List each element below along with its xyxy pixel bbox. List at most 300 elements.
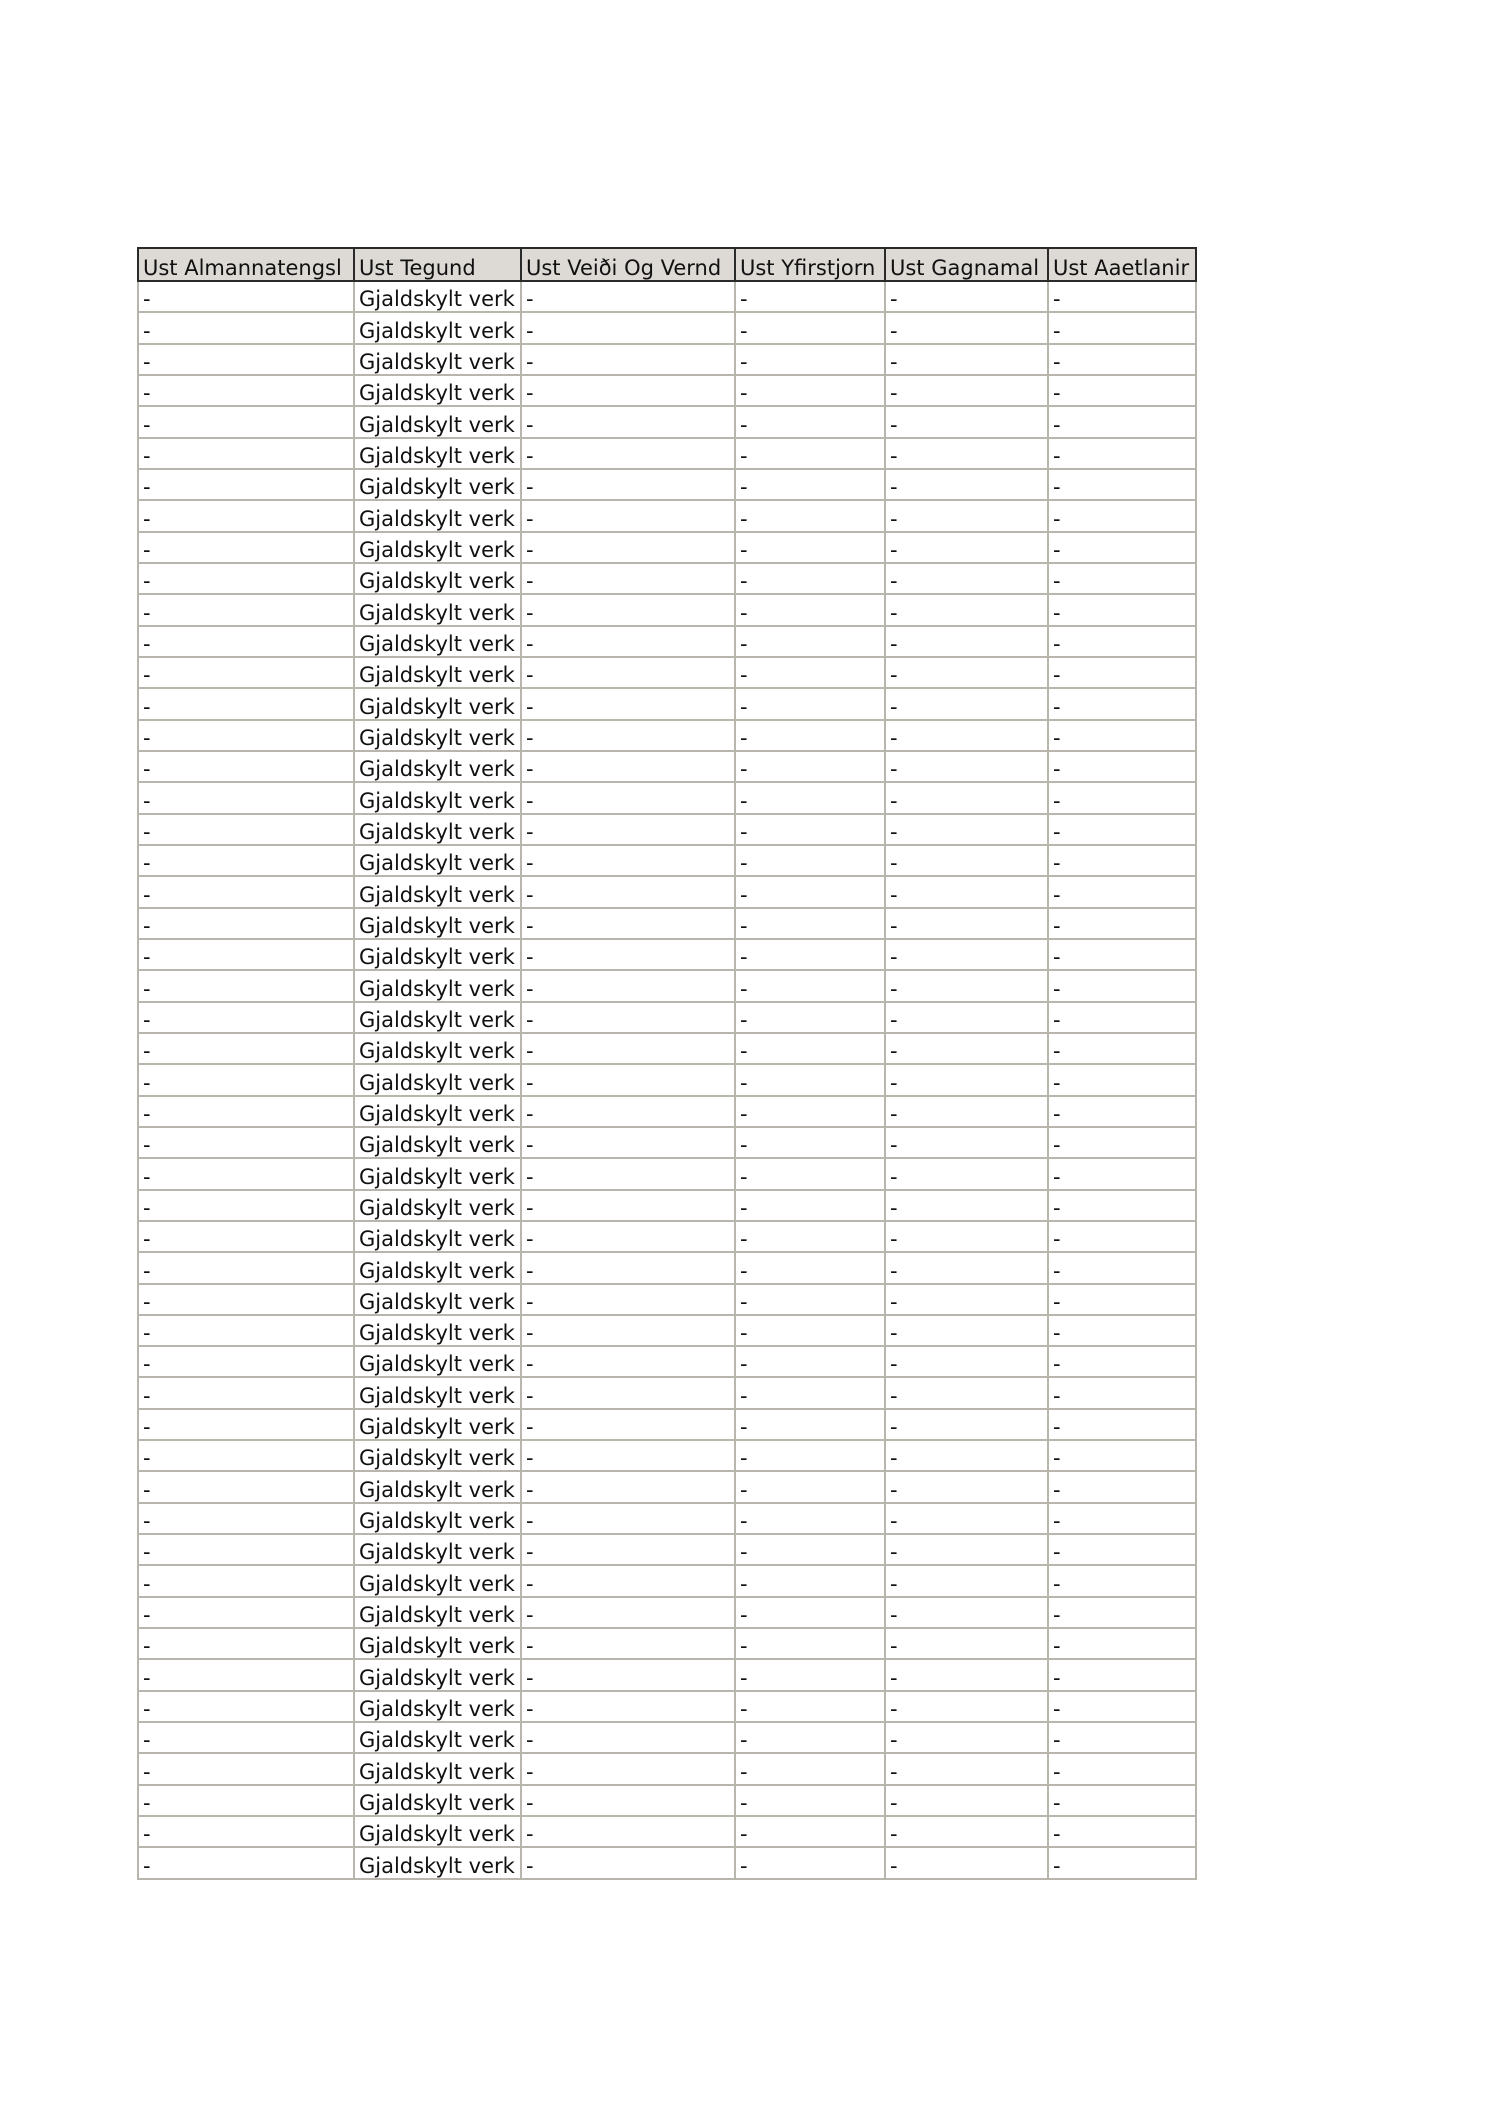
table-row <box>138 782 1196 813</box>
ust-yfirstjorn-cell: - <box>735 1002 885 1033</box>
ust-gagnamal-cell: - <box>885 1377 1048 1408</box>
ust-almannatengsl-cell: - <box>138 1252 354 1283</box>
ust-tegund-cell: Gjaldskylt verk <box>354 1002 521 1033</box>
ust-veidi-og-vernd-cell: - <box>521 563 735 594</box>
ust-aaetlanir-cell: - <box>1048 1096 1196 1127</box>
table-row <box>138 1190 1196 1221</box>
ust-tegund-cell: Gjaldskylt verk <box>354 845 521 876</box>
ust-yfirstjorn-cell: - <box>735 970 885 1001</box>
ust-tegund-cell: Gjaldskylt verk <box>354 1722 521 1753</box>
ust-aaetlanir-cell: - <box>1048 469 1196 500</box>
ust-tegund-cell: Gjaldskylt verk <box>354 438 521 469</box>
ust-yfirstjorn-cell: - <box>735 1127 885 1158</box>
ust-tegund-cell: Gjaldskylt verk <box>354 312 521 343</box>
ust-yfirstjorn-cell: - <box>735 375 885 406</box>
ust-veidi-og-vernd-cell: - <box>521 1158 735 1189</box>
column-header-ust-aaetlanir: Ust Aaetlanir <box>1048 248 1196 281</box>
ust-gagnamal-cell: - <box>885 1409 1048 1440</box>
ust-gagnamal-cell: - <box>885 438 1048 469</box>
ust-aaetlanir-cell: - <box>1048 563 1196 594</box>
ust-almannatengsl-cell: - <box>138 814 354 845</box>
ust-almannatengsl-cell: - <box>138 1409 354 1440</box>
ust-gagnamal-cell: - <box>885 1753 1048 1784</box>
ust-veidi-og-vernd-cell: - <box>521 1847 735 1878</box>
ust-tegund-cell: Gjaldskylt verk <box>354 469 521 500</box>
table-row <box>138 1691 1196 1722</box>
ust-yfirstjorn-cell: - <box>735 876 885 907</box>
ust-gagnamal-cell: - <box>885 1158 1048 1189</box>
ust-almannatengsl-cell: - <box>138 1033 354 1064</box>
ust-aaetlanir-cell: - <box>1048 1785 1196 1816</box>
ust-yfirstjorn-cell: - <box>735 1816 885 1847</box>
ust-almannatengsl-cell: - <box>138 1659 354 1690</box>
ust-tegund-cell: Gjaldskylt verk <box>354 500 521 531</box>
ust-aaetlanir-cell: - <box>1048 1534 1196 1565</box>
ust-almannatengsl-cell: - <box>138 1440 354 1471</box>
ust-veidi-og-vernd-cell: - <box>521 1346 735 1377</box>
ust-yfirstjorn-cell: - <box>735 1659 885 1690</box>
ust-tegund-cell: Gjaldskylt verk <box>354 1315 521 1346</box>
ust-almannatengsl-cell: - <box>138 1284 354 1315</box>
ust-veidi-og-vernd-cell: - <box>521 1565 735 1596</box>
column-header-ust-yfirstjorn: Ust Yfirstjorn <box>735 248 885 281</box>
ust-veidi-og-vernd-cell: - <box>521 1284 735 1315</box>
ust-aaetlanir-cell: - <box>1048 438 1196 469</box>
ust-veidi-og-vernd-cell: - <box>521 594 735 625</box>
ust-aaetlanir-cell: - <box>1048 626 1196 657</box>
ust-tegund-cell: Gjaldskylt verk <box>354 1409 521 1440</box>
table-row <box>138 657 1196 688</box>
ust-almannatengsl-cell: - <box>138 438 354 469</box>
ust-almannatengsl-cell: - <box>138 1221 354 1252</box>
table-row <box>138 281 1196 312</box>
ust-veidi-og-vernd-cell: - <box>521 751 735 782</box>
table-row <box>138 1785 1196 1816</box>
ust-yfirstjorn-cell: - <box>735 1503 885 1534</box>
table-row <box>138 1033 1196 1064</box>
ust-aaetlanir-cell: - <box>1048 1346 1196 1377</box>
ust-almannatengsl-cell: - <box>138 939 354 970</box>
ust-veidi-og-vernd-cell: - <box>521 1722 735 1753</box>
ust-tegund-cell: Gjaldskylt verk <box>354 626 521 657</box>
ust-yfirstjorn-cell: - <box>735 563 885 594</box>
table-row <box>138 626 1196 657</box>
ust-gagnamal-cell: - <box>885 688 1048 719</box>
ust-gagnamal-cell: - <box>885 657 1048 688</box>
ust-gagnamal-cell: - <box>885 1816 1048 1847</box>
ust-gagnamal-cell: - <box>885 312 1048 343</box>
header-row <box>138 248 1196 281</box>
ust-yfirstjorn-cell: - <box>735 1190 885 1221</box>
ust-veidi-og-vernd-cell: - <box>521 1816 735 1847</box>
ust-veidi-og-vernd-cell: - <box>521 1002 735 1033</box>
ust-gagnamal-cell: - <box>885 939 1048 970</box>
table-row <box>138 532 1196 563</box>
table-row <box>138 1284 1196 1315</box>
ust-yfirstjorn-cell: - <box>735 657 885 688</box>
ust-yfirstjorn-cell: - <box>735 1252 885 1283</box>
ust-aaetlanir-cell: - <box>1048 908 1196 939</box>
ust-almannatengsl-cell: - <box>138 1753 354 1784</box>
ust-tegund-cell: Gjaldskylt verk <box>354 375 521 406</box>
ust-veidi-og-vernd-cell: - <box>521 1785 735 1816</box>
ust-veidi-og-vernd-cell: - <box>521 626 735 657</box>
ust-tegund-cell: Gjaldskylt verk <box>354 720 521 751</box>
ust-veidi-og-vernd-cell: - <box>521 970 735 1001</box>
ust-yfirstjorn-cell: - <box>735 1064 885 1095</box>
ust-almannatengsl-cell: - <box>138 1315 354 1346</box>
ust-yfirstjorn-cell: - <box>735 344 885 375</box>
ust-tegund-cell: Gjaldskylt verk <box>354 1816 521 1847</box>
table-row <box>138 1315 1196 1346</box>
ust-almannatengsl-cell: - <box>138 1628 354 1659</box>
ust-almannatengsl-cell: - <box>138 1691 354 1722</box>
ust-almannatengsl-cell: - <box>138 469 354 500</box>
ust-veidi-og-vernd-cell: - <box>521 1377 735 1408</box>
ust-almannatengsl-cell: - <box>138 1158 354 1189</box>
ust-gagnamal-cell: - <box>885 751 1048 782</box>
ust-almannatengsl-cell: - <box>138 657 354 688</box>
ust-aaetlanir-cell: - <box>1048 375 1196 406</box>
ust-veidi-og-vernd-cell: - <box>521 845 735 876</box>
ust-veidi-og-vernd-cell: - <box>521 720 735 751</box>
table-row <box>138 469 1196 500</box>
ust-gagnamal-cell: - <box>885 1628 1048 1659</box>
ust-veidi-og-vernd-cell: - <box>521 688 735 719</box>
ust-veidi-og-vernd-cell: - <box>521 532 735 563</box>
table-row <box>138 876 1196 907</box>
table-row <box>138 1096 1196 1127</box>
ust-tegund-cell: Gjaldskylt verk <box>354 1252 521 1283</box>
ust-veidi-og-vernd-cell: - <box>521 1252 735 1283</box>
ust-gagnamal-cell: - <box>885 1033 1048 1064</box>
ust-gagnamal-cell: - <box>885 782 1048 813</box>
ust-aaetlanir-cell: - <box>1048 406 1196 437</box>
ust-aaetlanir-cell: - <box>1048 751 1196 782</box>
table-row <box>138 1597 1196 1628</box>
ust-aaetlanir-cell: - <box>1048 1002 1196 1033</box>
ust-veidi-og-vernd-cell: - <box>521 1127 735 1158</box>
ust-veidi-og-vernd-cell: - <box>521 1503 735 1534</box>
ust-aaetlanir-cell: - <box>1048 500 1196 531</box>
ust-gagnamal-cell: - <box>885 1691 1048 1722</box>
ust-yfirstjorn-cell: - <box>735 1033 885 1064</box>
ust-tegund-cell: Gjaldskylt verk <box>354 876 521 907</box>
ust-almannatengsl-cell: - <box>138 845 354 876</box>
ust-gagnamal-cell: - <box>885 1659 1048 1690</box>
ust-gagnamal-cell: - <box>885 375 1048 406</box>
ust-gagnamal-cell: - <box>885 1503 1048 1534</box>
ust-gagnamal-cell: - <box>885 1190 1048 1221</box>
ust-veidi-og-vernd-cell: - <box>521 782 735 813</box>
ust-yfirstjorn-cell: - <box>735 845 885 876</box>
ust-almannatengsl-cell: - <box>138 1503 354 1534</box>
ust-gagnamal-cell: - <box>885 1284 1048 1315</box>
column-header-ust-veidi-og-vernd: Ust Veiði Og Vernd <box>521 248 735 281</box>
ust-tegund-cell: Gjaldskylt verk <box>354 1158 521 1189</box>
ust-tegund-cell: Gjaldskylt verk <box>354 939 521 970</box>
ust-almannatengsl-cell: - <box>138 375 354 406</box>
ust-veidi-og-vernd-cell: - <box>521 1033 735 1064</box>
ust-yfirstjorn-cell: - <box>735 1753 885 1784</box>
ust-yfirstjorn-cell: - <box>735 1691 885 1722</box>
ust-gagnamal-cell: - <box>885 1440 1048 1471</box>
ust-veidi-og-vernd-cell: - <box>521 438 735 469</box>
ust-gagnamal-cell: - <box>885 406 1048 437</box>
table-row <box>138 563 1196 594</box>
ust-veidi-og-vernd-cell: - <box>521 1064 735 1095</box>
table-row <box>138 1471 1196 1502</box>
ust-yfirstjorn-cell: - <box>735 908 885 939</box>
ust-almannatengsl-cell: - <box>138 1096 354 1127</box>
ust-tegund-cell: Gjaldskylt verk <box>354 1565 521 1596</box>
ust-gagnamal-cell: - <box>885 1064 1048 1095</box>
ust-tegund-cell: Gjaldskylt verk <box>354 814 521 845</box>
ust-aaetlanir-cell: - <box>1048 1691 1196 1722</box>
ust-tegund-cell: Gjaldskylt verk <box>354 1221 521 1252</box>
ust-tegund-cell: Gjaldskylt verk <box>354 1471 521 1502</box>
ust-aaetlanir-cell: - <box>1048 1221 1196 1252</box>
ust-yfirstjorn-cell: - <box>735 1440 885 1471</box>
ust-aaetlanir-cell: - <box>1048 312 1196 343</box>
ust-aaetlanir-cell: - <box>1048 1190 1196 1221</box>
ust-yfirstjorn-cell: - <box>735 782 885 813</box>
ust-tegund-cell: Gjaldskylt verk <box>354 1659 521 1690</box>
ust-aaetlanir-cell: - <box>1048 939 1196 970</box>
ust-yfirstjorn-cell: - <box>735 1597 885 1628</box>
ust-veidi-og-vernd-cell: - <box>521 814 735 845</box>
table-row <box>138 939 1196 970</box>
ust-yfirstjorn-cell: - <box>735 1315 885 1346</box>
ust-tegund-cell: Gjaldskylt verk <box>354 908 521 939</box>
ust-gagnamal-cell: - <box>885 1221 1048 1252</box>
ust-gagnamal-cell: - <box>885 1252 1048 1283</box>
table-row <box>138 1158 1196 1189</box>
ust-aaetlanir-cell: - <box>1048 1064 1196 1095</box>
ust-tegund-cell: Gjaldskylt verk <box>354 751 521 782</box>
ust-almannatengsl-cell: - <box>138 751 354 782</box>
table-row <box>138 1409 1196 1440</box>
ust-yfirstjorn-cell: - <box>735 1158 885 1189</box>
ust-aaetlanir-cell: - <box>1048 970 1196 1001</box>
ust-aaetlanir-cell: - <box>1048 657 1196 688</box>
table-row <box>138 1002 1196 1033</box>
ust-yfirstjorn-cell: - <box>735 1284 885 1315</box>
ust-gagnamal-cell: - <box>885 1346 1048 1377</box>
ust-almannatengsl-cell: - <box>138 720 354 751</box>
ust-almannatengsl-cell: - <box>138 970 354 1001</box>
ust-almannatengsl-cell: - <box>138 312 354 343</box>
ust-aaetlanir-cell: - <box>1048 1847 1196 1878</box>
table-row <box>138 1377 1196 1408</box>
ust-almannatengsl-cell: - <box>138 1534 354 1565</box>
ust-almannatengsl-cell: - <box>138 281 354 312</box>
ust-tegund-cell: Gjaldskylt verk <box>354 1377 521 1408</box>
ust-aaetlanir-cell: - <box>1048 1597 1196 1628</box>
ust-tegund-cell: Gjaldskylt verk <box>354 1503 521 1534</box>
table-row <box>138 1252 1196 1283</box>
table-row <box>138 1534 1196 1565</box>
ust-veidi-og-vernd-cell: - <box>521 281 735 312</box>
ust-gagnamal-cell: - <box>885 594 1048 625</box>
ust-almannatengsl-cell: - <box>138 782 354 813</box>
table-row <box>138 1503 1196 1534</box>
ust-aaetlanir-cell: - <box>1048 1565 1196 1596</box>
ust-veidi-og-vernd-cell: - <box>521 1096 735 1127</box>
ust-almannatengsl-cell: - <box>138 1377 354 1408</box>
ust-gagnamal-cell: - <box>885 469 1048 500</box>
ust-almannatengsl-cell: - <box>138 688 354 719</box>
ust-yfirstjorn-cell: - <box>735 500 885 531</box>
ust-aaetlanir-cell: - <box>1048 1816 1196 1847</box>
ust-veidi-og-vernd-cell: - <box>521 1440 735 1471</box>
ust-yfirstjorn-cell: - <box>735 1409 885 1440</box>
ust-veidi-og-vernd-cell: - <box>521 1597 735 1628</box>
ust-gagnamal-cell: - <box>885 970 1048 1001</box>
ust-gagnamal-cell: - <box>885 908 1048 939</box>
ust-veidi-og-vernd-cell: - <box>521 1659 735 1690</box>
ust-veidi-og-vernd-cell: - <box>521 500 735 531</box>
ust-aaetlanir-cell: - <box>1048 1471 1196 1502</box>
ust-aaetlanir-cell: - <box>1048 1284 1196 1315</box>
table-row <box>138 406 1196 437</box>
ust-gagnamal-cell: - <box>885 1565 1048 1596</box>
ust-tegund-cell: Gjaldskylt verk <box>354 1847 521 1878</box>
ust-tegund-cell: Gjaldskylt verk <box>354 1127 521 1158</box>
ust-tegund-cell: Gjaldskylt verk <box>354 1785 521 1816</box>
ust-almannatengsl-cell: - <box>138 344 354 375</box>
table-row <box>138 1753 1196 1784</box>
ust-tegund-cell: Gjaldskylt verk <box>354 657 521 688</box>
ust-tegund-cell: Gjaldskylt verk <box>354 406 521 437</box>
ust-veidi-og-vernd-cell: - <box>521 876 735 907</box>
ust-gagnamal-cell: - <box>885 720 1048 751</box>
ust-yfirstjorn-cell: - <box>735 1628 885 1659</box>
table-row <box>138 814 1196 845</box>
table-row <box>138 1221 1196 1252</box>
table-row <box>138 1722 1196 1753</box>
ust-yfirstjorn-cell: - <box>735 1221 885 1252</box>
ust-gagnamal-cell: - <box>885 1722 1048 1753</box>
ust-tegund-cell: Gjaldskylt verk <box>354 1190 521 1221</box>
ust-yfirstjorn-cell: - <box>735 626 885 657</box>
ust-tegund-cell: Gjaldskylt verk <box>354 1096 521 1127</box>
ust-gagnamal-cell: - <box>885 1597 1048 1628</box>
ust-aaetlanir-cell: - <box>1048 688 1196 719</box>
ust-gagnamal-cell: - <box>885 1096 1048 1127</box>
ust-yfirstjorn-cell: - <box>735 438 885 469</box>
ust-almannatengsl-cell: - <box>138 1597 354 1628</box>
ust-yfirstjorn-cell: - <box>735 281 885 312</box>
ust-veidi-og-vernd-cell: - <box>521 1315 735 1346</box>
ust-veidi-og-vernd-cell: - <box>521 1691 735 1722</box>
ust-veidi-og-vernd-cell: - <box>521 1628 735 1659</box>
ust-aaetlanir-cell: - <box>1048 1158 1196 1189</box>
ust-gagnamal-cell: - <box>885 626 1048 657</box>
ust-yfirstjorn-cell: - <box>735 1377 885 1408</box>
ust-yfirstjorn-cell: - <box>735 594 885 625</box>
ust-almannatengsl-cell: - <box>138 1471 354 1502</box>
ust-gagnamal-cell: - <box>885 532 1048 563</box>
ust-almannatengsl-cell: - <box>138 563 354 594</box>
ust-yfirstjorn-cell: - <box>735 720 885 751</box>
ust-almannatengsl-cell: - <box>138 1002 354 1033</box>
ust-almannatengsl-cell: - <box>138 1064 354 1095</box>
ust-aaetlanir-cell: - <box>1048 344 1196 375</box>
ust-veidi-og-vernd-cell: - <box>521 1471 735 1502</box>
ust-yfirstjorn-cell: - <box>735 939 885 970</box>
ust-veidi-og-vernd-cell: - <box>521 939 735 970</box>
ust-gagnamal-cell: - <box>885 1534 1048 1565</box>
table-row <box>138 1816 1196 1847</box>
table-row <box>138 1565 1196 1596</box>
ust-veidi-og-vernd-cell: - <box>521 375 735 406</box>
ust-tegund-cell: Gjaldskylt verk <box>354 1064 521 1095</box>
ust-gagnamal-cell: - <box>885 1471 1048 1502</box>
table-row <box>138 375 1196 406</box>
ust-tegund-cell: Gjaldskylt verk <box>354 281 521 312</box>
ust-tegund-cell: Gjaldskylt verk <box>354 1534 521 1565</box>
ust-aaetlanir-cell: - <box>1048 1659 1196 1690</box>
ust-aaetlanir-cell: - <box>1048 845 1196 876</box>
ust-tegund-cell: Gjaldskylt verk <box>354 344 521 375</box>
table-row <box>138 1064 1196 1095</box>
ust-tegund-cell: Gjaldskylt verk <box>354 594 521 625</box>
ust-almannatengsl-cell: - <box>138 406 354 437</box>
ust-almannatengsl-cell: - <box>138 1785 354 1816</box>
ust-aaetlanir-cell: - <box>1048 1628 1196 1659</box>
table-row <box>138 1127 1196 1158</box>
ust-yfirstjorn-cell: - <box>735 1471 885 1502</box>
ust-aaetlanir-cell: - <box>1048 1409 1196 1440</box>
column-header-ust-gagnamal: Ust Gagnamal <box>885 248 1048 281</box>
ust-almannatengsl-cell: - <box>138 1346 354 1377</box>
ust-veidi-og-vernd-cell: - <box>521 908 735 939</box>
table-row <box>138 1440 1196 1471</box>
table-row <box>138 594 1196 625</box>
ust-almannatengsl-cell: - <box>138 1847 354 1878</box>
table-row <box>138 751 1196 782</box>
ust-yfirstjorn-cell: - <box>735 751 885 782</box>
ust-tegund-cell: Gjaldskylt verk <box>354 1691 521 1722</box>
ust-aaetlanir-cell: - <box>1048 720 1196 751</box>
ust-yfirstjorn-cell: - <box>735 532 885 563</box>
ust-gagnamal-cell: - <box>885 814 1048 845</box>
table-row <box>138 1659 1196 1690</box>
ust-tegund-cell: Gjaldskylt verk <box>354 1597 521 1628</box>
ust-tegund-cell: Gjaldskylt verk <box>354 1753 521 1784</box>
ust-almannatengsl-cell: - <box>138 876 354 907</box>
ust-aaetlanir-cell: - <box>1048 782 1196 813</box>
ust-gagnamal-cell: - <box>885 845 1048 876</box>
ust-yfirstjorn-cell: - <box>735 1565 885 1596</box>
ust-veidi-og-vernd-cell: - <box>521 1534 735 1565</box>
ust-yfirstjorn-cell: - <box>735 406 885 437</box>
table-row <box>138 908 1196 939</box>
ust-veidi-og-vernd-cell: - <box>521 1221 735 1252</box>
table-row <box>138 1847 1196 1878</box>
column-header-ust-tegund: Ust Tegund <box>354 248 521 281</box>
ust-tegund-cell: Gjaldskylt verk <box>354 782 521 813</box>
table-row <box>138 500 1196 531</box>
ust-aaetlanir-cell: - <box>1048 1377 1196 1408</box>
ust-aaetlanir-cell: - <box>1048 532 1196 563</box>
ust-aaetlanir-cell: - <box>1048 876 1196 907</box>
ust-almannatengsl-cell: - <box>138 1127 354 1158</box>
table-row <box>138 1346 1196 1377</box>
ust-almannatengsl-cell: - <box>138 908 354 939</box>
ust-almannatengsl-cell: - <box>138 1722 354 1753</box>
